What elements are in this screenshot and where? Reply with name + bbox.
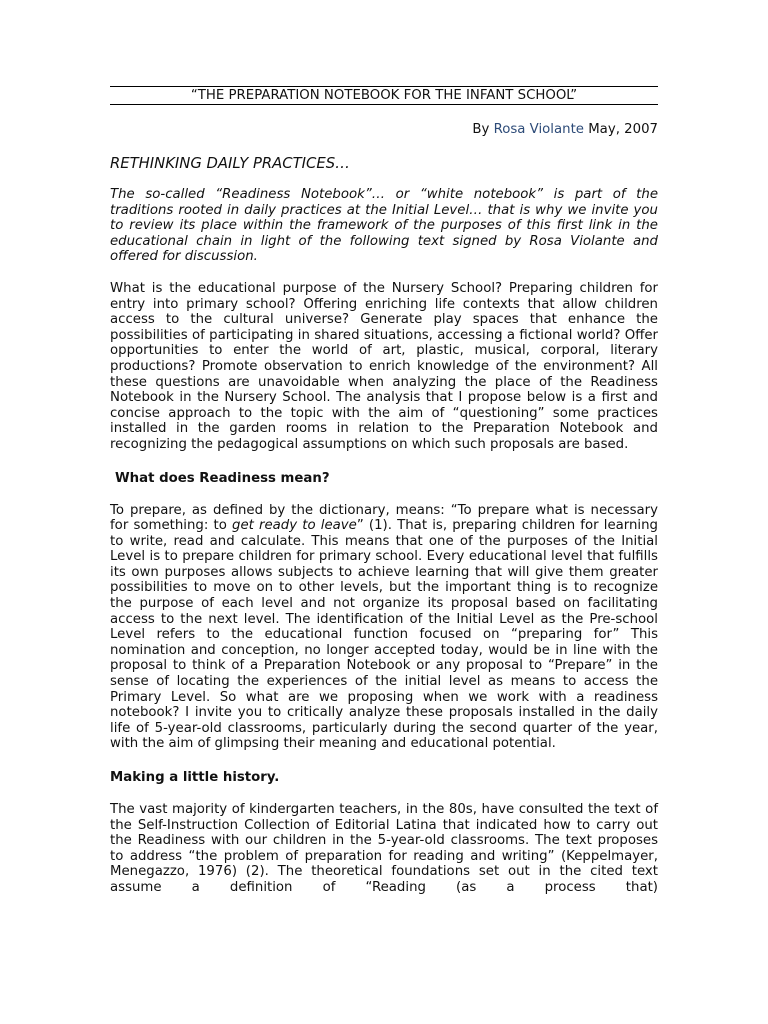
- heading-readiness: What does Readiness mean?: [115, 470, 330, 486]
- body-paragraph-1: What is the educational purpose of the Nursery School? Preparing children for entry into primary school? Offering enriching life contexts that allow children access to the cultural universe? Generate play spaces that enhance the possibilities of participating in shared situations, accessing a fictional world? Offer opportunities to enter the world of art, plastic, musical, corporal, literary productions? Promote observation to enrich knowledge of the environment? All these questions are unavoidable when analyzing the place of the Readiness Notebook in the Nursery School. The analysis that I propose below is a first and concise approach to the topic with the aim of “questioning” some practices installed in the garden rooms in relation to the Preparation Notebook and recognizing the pedagogical assumptions on which such proposals are based.: [110, 280, 658, 452]
- paragraph-2-emphasis: get ready to leave: [232, 518, 357, 534]
- heading-history: Making a little history.: [110, 770, 280, 785]
- byline-date: May, 2007: [583, 122, 658, 137]
- document-page: [110, 86, 658, 896]
- intro-paragraph: The so-called “Readiness Notebook”… or “white notebook” is part of the traditions rooted in daily practices at the Initial Level… that is why we invite you to review its place within the framework of the purposes of this first link in the educational chain in light of the following text signed by Rosa Violante and offered for discussion.: [110, 187, 658, 265]
- paragraph-2-text-before: To prepare, as defined by the dictionary, means: “To prepare what is necessary for something: to: [110, 502, 658, 534]
- author-name: Rosa Violante: [493, 122, 584, 137]
- section-subtitle: RETHINKING DAILY PRACTICES…: [110, 155, 350, 172]
- byline: [110, 122, 658, 138]
- paragraph-2-text-after: ” (1). That is, preparing children for learning to write, read and calculate. This means that one of the purposes of the Initial Level is to prepare children for primary school. Every educational level that fulfills its own purposes allows subjects to achieve learning that will give them greater possibilities to move on to other levels, but the important thing is to recognize the purpose of each level and not organize its proposal based on facilitating access to the next level. The identification of the Initial Level as the Pre-school Level refers to the educational function focused on “preparing for” This nomination and conception, no longer accepted today, would be in line with the proposal to think of a Preparation Notebook or any proposal to “Prepare” in the sense of locating the experiences of the initial level as means to access the Primary Level. So what are we proposing when we work with a readiness notebook? I invite you to critically analyze these proposals installed in the daily life of 5-year-old classrooms, particularly during the second quarter of the year, with the aim of glimpsing their meaning and educational potential.: [110, 518, 658, 752]
- document-title: “THE PREPARATION NOTEBOOK FOR THE INFANT SCHOOL”: [110, 86, 658, 105]
- body-paragraph-3: The vast majority of kindergarten teachers, in the 80s, have consulted the text of the Self-Instruction Collection of Editorial Latina that indicated how to carry out the Readiness with our children in the 5-year-old classrooms. The text proposes to address “the problem of preparation for reading and writing” (Keppelmayer, Menegazzo, 1976) (2). The theoretical foundations set out in the cited text assume a definition of “Reading (as a process that): [110, 802, 658, 895]
- byline-prefix: By: [472, 122, 494, 137]
- body-paragraph-2: [110, 503, 658, 753]
